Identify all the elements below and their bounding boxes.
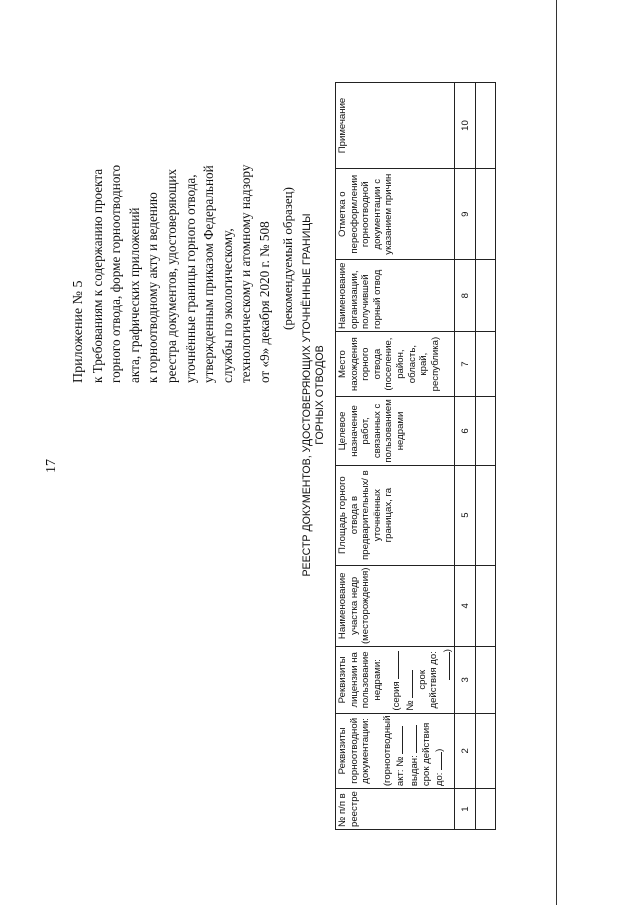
- number-label: №: [404, 700, 416, 711]
- license-validity-label: срок действия до:: [416, 651, 440, 709]
- appendix-line: к горноотводному акту и ведению: [145, 192, 161, 383]
- close-paren: ): [434, 748, 446, 752]
- appendix-line: утвержденным приказом Федеральной: [201, 165, 217, 383]
- empty-cell: [476, 565, 496, 647]
- col-registry-number: № п/п в реестре: [336, 789, 455, 830]
- col-license: [336, 647, 455, 714]
- heading-line-1: РЕЕСТР ДОКУМЕНТОВ, УДОСТОВЕРЯЮЩИХ УТОЧНЁННЫЕ ГРАНИЦЫ: [301, 213, 313, 577]
- blank-line: [389, 651, 399, 679]
- issued-label: выдан:: [408, 755, 420, 787]
- col-reissue-mark: Отметка о переоформлении горноотводной документации с указанием причин: [336, 168, 455, 260]
- appendix-block: [70, 3, 275, 383]
- empty-cell: [476, 789, 496, 830]
- column-number: 10: [455, 83, 476, 169]
- column-number: 1: [455, 789, 476, 830]
- registry-table: [335, 82, 496, 830]
- appendix-line: акта, графических приложений: [126, 207, 142, 383]
- col-mining-docs: [336, 713, 455, 789]
- col-subsoil-site: Наименование участка недр (месторождения): [336, 565, 455, 647]
- col-mining-docs-title: Реквизиты горноотводной документации:: [337, 717, 372, 784]
- blank-line: [407, 725, 417, 753]
- appendix-line: горного отвода, форме горноотводного: [108, 164, 124, 383]
- column-number: 2: [455, 713, 476, 789]
- header-row: [336, 83, 455, 830]
- validity-label: срок действия до:: [420, 722, 446, 787]
- heading-line-2: ГОРНЫХ ОТВОДОВ: [313, 345, 326, 445]
- empty-cell: [476, 168, 496, 260]
- column-number: 8: [455, 260, 476, 332]
- blank-line: [393, 726, 403, 754]
- column-number-row: [455, 83, 476, 830]
- page-number: 17: [44, 459, 59, 473]
- column-number: 4: [455, 565, 476, 647]
- column-number: 5: [455, 465, 476, 565]
- empty-cell: [476, 332, 496, 397]
- empty-cell: [476, 260, 496, 332]
- empty-cell: [476, 397, 496, 465]
- blank-line: [440, 652, 450, 680]
- appendix-title: Приложение № 5: [71, 280, 86, 383]
- appendix-line: службы по экологическому,: [219, 228, 235, 383]
- mining-act-label: (горноотводный акт: №: [381, 715, 407, 787]
- series-label: (серия: [391, 681, 403, 711]
- column-number: 3: [455, 647, 476, 714]
- registry-heading: [301, 95, 326, 695]
- empty-cell: [476, 465, 496, 565]
- empty-row: [476, 83, 496, 830]
- column-number: 6: [455, 397, 476, 465]
- col-area: Площадь горного отвода в предварительных/ в уточнённых границах, га: [336, 465, 455, 565]
- col-purpose: Целевое назначение работ, связанных с пользованием недрами: [336, 397, 455, 465]
- empty-cell: [476, 713, 496, 789]
- appendix-line: технологическому и атомному надзору: [238, 164, 254, 383]
- empty-cell: [476, 647, 496, 714]
- appendix-line: реестра документов, удостоверяющих: [163, 168, 179, 383]
- col-license-title: Реквизиты лицензии на пользование недрами:: [337, 651, 383, 709]
- appendix-line: от «9» декабря 2020 г. № 508: [256, 221, 272, 383]
- col-note: Примечание: [336, 83, 455, 169]
- blank-line: [432, 752, 442, 770]
- col-location: Место нахождения горного отвода (поселение, район, область, край, республика): [336, 332, 455, 397]
- footer-rule: [556, 0, 557, 905]
- appendix-line: к Требованиям к содержанию проекта: [89, 168, 105, 383]
- column-number: 7: [455, 332, 476, 397]
- close-paren: ): [441, 649, 453, 653]
- empty-cell: [476, 83, 496, 169]
- col-organization: Наименование организации, получившей горный отвод: [336, 260, 455, 332]
- sample-label: (рекомендуемый образец): [280, 187, 295, 330]
- appendix-line: уточнённые границы горного отвода,: [182, 174, 198, 383]
- blank-line: [403, 670, 413, 698]
- column-number: 9: [455, 168, 476, 260]
